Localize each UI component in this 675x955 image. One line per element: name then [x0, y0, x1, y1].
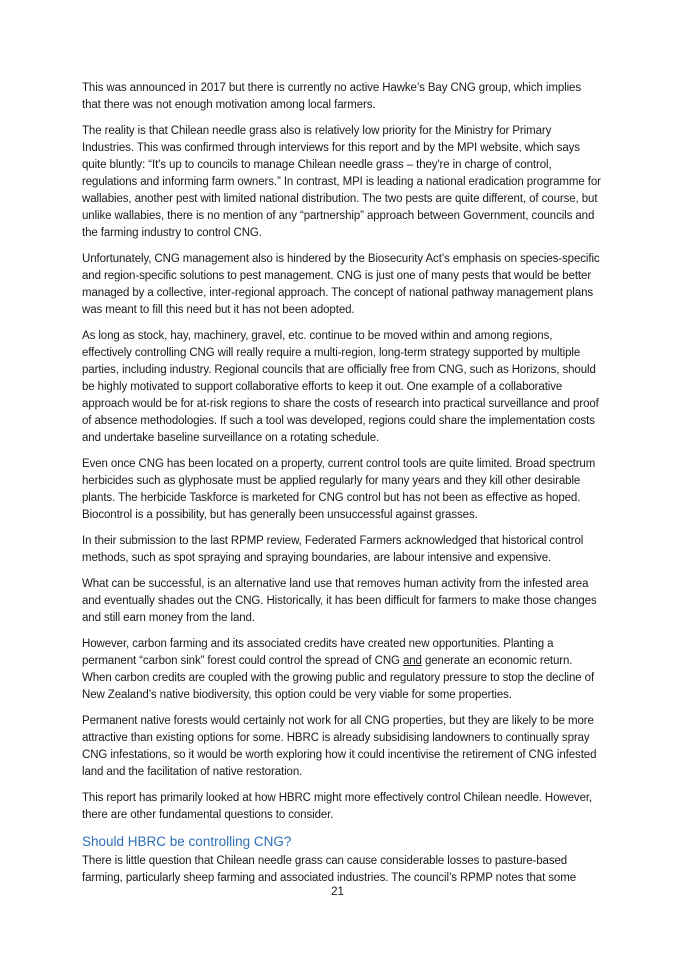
paragraph-report-scope: This report has primarily looked at how HBRC might more effectively control Chilean needle. However, there are other fundamental questions to consider.	[82, 792, 593, 821]
carbon-text-underlined: and	[402, 655, 422, 667]
carbon-text-before: However, carbon farming and its associated credits have created new opportunities. Planting a permanent “carbon sink” forest could control the spread of CNG	[82, 638, 554, 667]
page-number: 21	[331, 886, 344, 898]
paragraph-carbon-farming	[82, 636, 602, 704]
paragraph-alternative-land-use: What can be successful, is an alternative land use that removes human activity from the infested area and eventually shades out the CNG. Historically, it has been difficult for farmers to make those changes and still earn money from the land.	[82, 578, 597, 624]
paragraph-control-tools: Even once CNG has been located on a property, current control tools are quite limited. Broad spectrum herbicides such as glyphosate must be applied regularly for many years and they kill other desirable plants. The herbicide Taskforce is marketed for CNG control but has not been as effective as hoped. Biocontrol is a possibility, but has generally been unsuccessful against grasses.	[82, 458, 596, 521]
paragraph-pasture-losses: There is little question that Chilean needle grass can cause considerable losses to pasture-based farming, particularly sheep farming and associated industries. The council’s RPMP notes that some	[82, 855, 576, 884]
section-heading: Should HBRC be controlling CNG?	[82, 834, 292, 849]
document-body	[82, 80, 602, 896]
paragraph-hawkes-bay-group: This was announced in 2017 but there is currently no active Hawke’s Bay CNG group, which implies that there was not enough motivation among local farmers.	[82, 82, 581, 111]
paragraph-native-forests: Permanent native forests would certainly not work for all CNG properties, but they are likely to be more attractive than existing options for some. HBRC is already subsidising landowners to continually spray CNG infestations, so it would be worth exploring how it could incentivise the retirement of CNG infested land and the facilitation of native restoration.	[82, 715, 597, 778]
paragraph-multi-region-strategy: As long as stock, hay, machinery, gravel, etc. continue to be moved within and among regions, effectively controlling CNG will really require a multi-region, long-term strategy supported by multiple parties, including industry. Regional councils that are officially free from CNG, such as Horizons, should be highly motivated to support collaborative efforts to keep it out. One example of a collaborative approach would be for at-risk regions to share the costs of research into practical surveillance and proof of absence methodologies. If such a tool was developed, regions could share the implementation costs and undertake baseline surveillance on a rotating schedule.	[82, 330, 599, 444]
paragraph-biosecurity-act: Unfortunately, CNG management also is hindered by the Biosecurity Act’s emphasis on species-specific and region-specific solutions to pest management. CNG is just one of many pests that would be better managed by a collective, inter-regional approach. The concept of national pathway management plans was meant to fill this need but it has not been adopted.	[82, 253, 600, 316]
carbon-text-after: generate an economic return. When carbon credits are coupled with the growing public and regulatory pressure to stop the decline of New Zealand’s native biodiversity, this option could be very viable for some properties.	[82, 655, 595, 701]
paragraph-mpi-priority: The reality is that Chilean needle grass also is relatively low priority for the Ministry for Primary Industries. This was confirmed through interviews for this report and by the MPI website, which says quite bluntly: “It's up to councils to manage Chilean needle grass – they're in charge of control, regulations and informing farm owners.” In contrast, MPI is leading a national eradication programme for wallabies, another pest with limited national distribution. The two pests are quite different, of course, but unlike wallabies, there is no mention of any “partnership” approach between Government, councils and the farming industry to control CNG.	[82, 125, 601, 239]
paragraph-federated-farmers: In their submission to the last RPMP review, Federated Farmers acknowledged that historical control methods, such as spot spraying and spraying boundaries, are labour intensive and expensive.	[82, 535, 584, 564]
